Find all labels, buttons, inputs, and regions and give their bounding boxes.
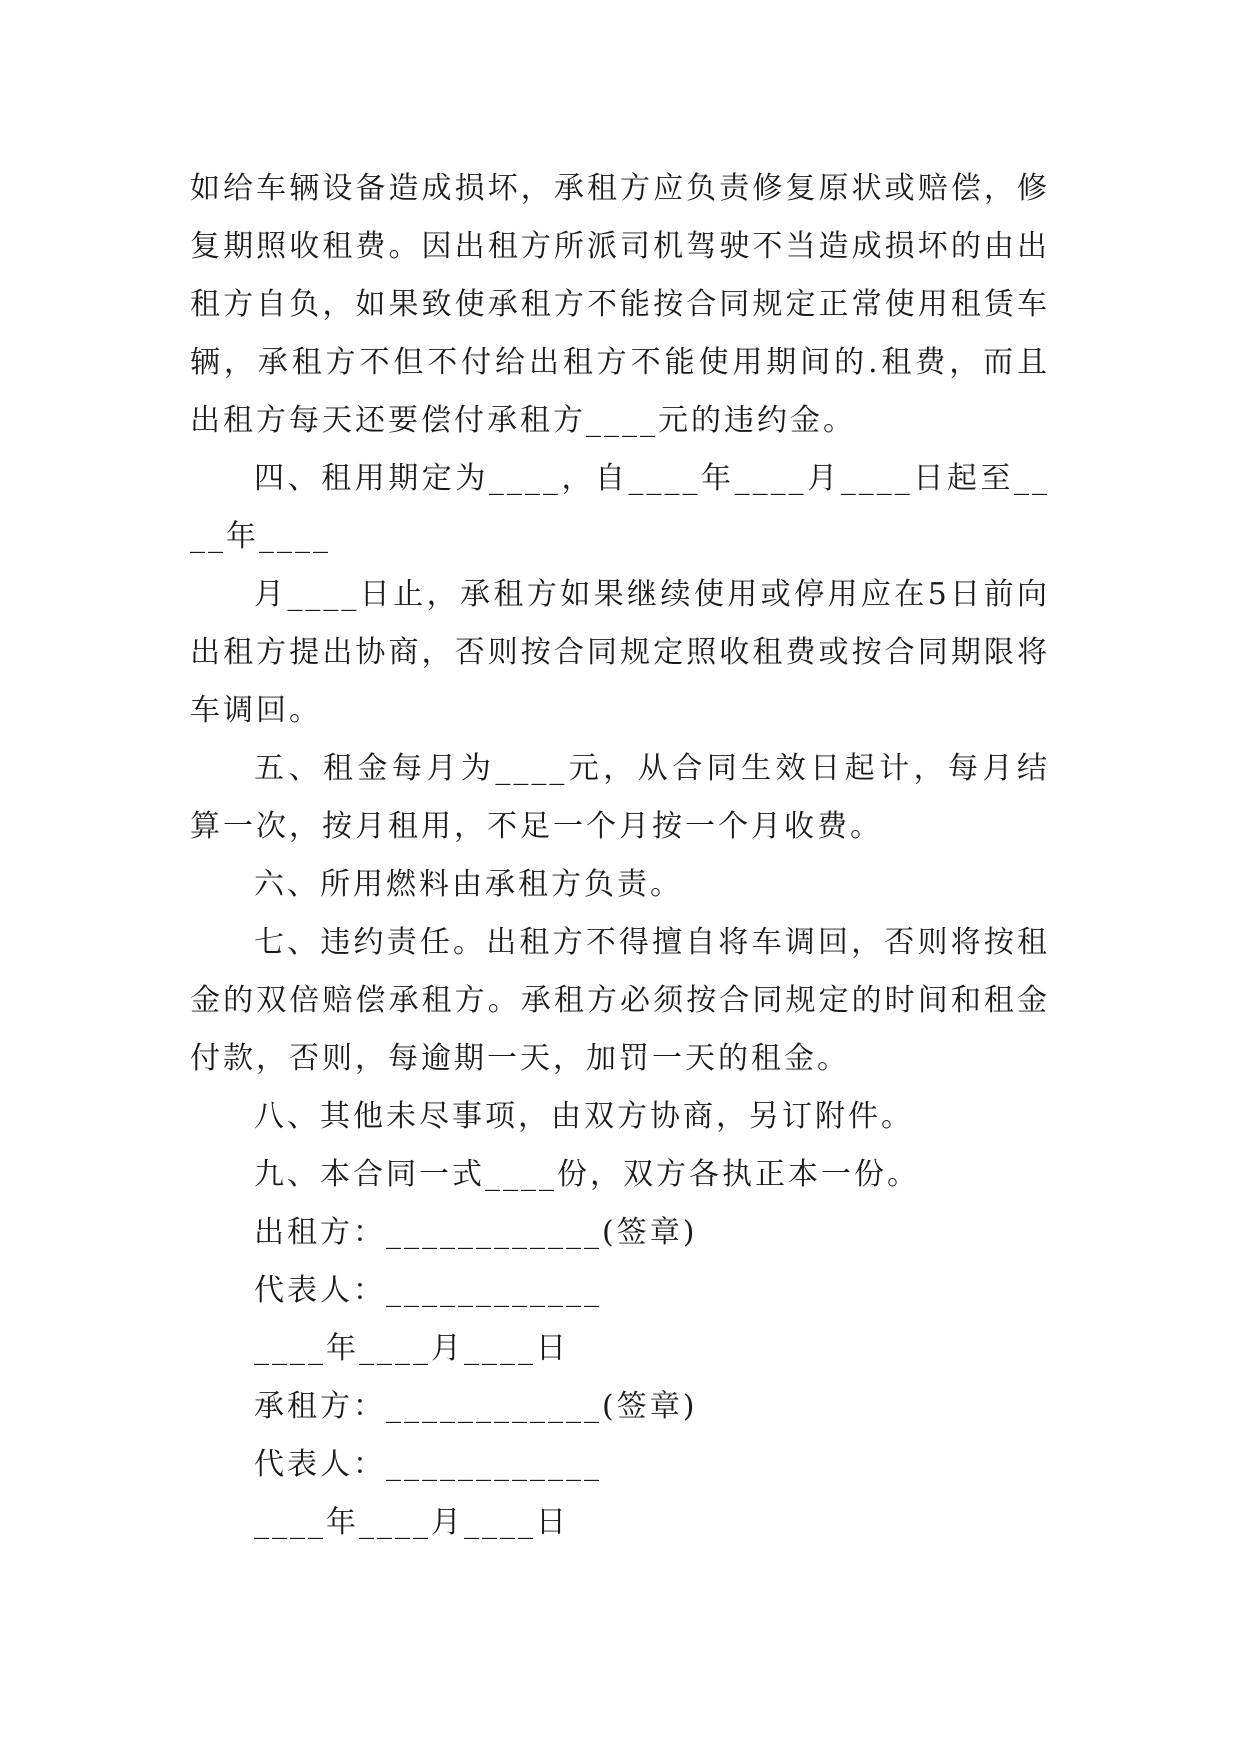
paragraph-damage-liability: 如给车辆设备造成损坏，承租方应负责修复原状或赔偿，修复期照收租费。因出租方所派司机驾驶不当造成损坏的由出租方自负，如果致使承租方不能按合同规定正常使用租赁车辆，承租方不但不付给出租方不能使用期间的.租费，而且出租方每天还要偿付承租方____元的违约金。 — [190, 171, 1050, 438]
signature-lessee-representative: 代表人：____________ — [254, 1447, 602, 1482]
paragraph-clause-4-term: 四、租用期定为____，自____年____月____日起至____年____ — [190, 461, 1050, 554]
paragraph-clause-9-copies: 九、本合同一式____份，双方各执正本一份。 — [254, 1157, 920, 1192]
paragraph-clause-8-other: 八、其他未尽事项，由双方协商，另订附件。 — [254, 1099, 914, 1134]
paragraph-clause-5-rent: 五、租金每月为____元，从合同生效日起计，每月结算一次，按月租用，不足一个月按一个月收费。 — [190, 751, 1050, 844]
paragraph-clause-6-fuel: 六、所用燃料由承租方负责。 — [254, 867, 683, 902]
signature-lessee-date: ____年____月____日 — [254, 1505, 569, 1540]
signature-lessor: 出租方：____________(签章) — [254, 1215, 698, 1250]
signature-lessee: 承租方：____________(签章) — [254, 1389, 698, 1424]
paragraph-clause-7-breach: 七、违约责任。出租方不得擅自将车调回，否则将按租金的双倍赔偿承租方。承租方必须按合同规定的时间和租金付款，否则，每逾期一天，加罚一天的租金。 — [190, 925, 1050, 1076]
document-body — [190, 160, 1050, 1552]
signature-lessor-representative: 代表人：____________ — [254, 1273, 602, 1308]
paragraph-clause-4-continued: 月____日止，承租方如果继续使用或停用应在5日前向出租方提出协商，否则按合同规定照收租费或按合同期限将车调回。 — [190, 577, 1050, 728]
signature-lessor-date: ____年____月____日 — [254, 1331, 569, 1366]
